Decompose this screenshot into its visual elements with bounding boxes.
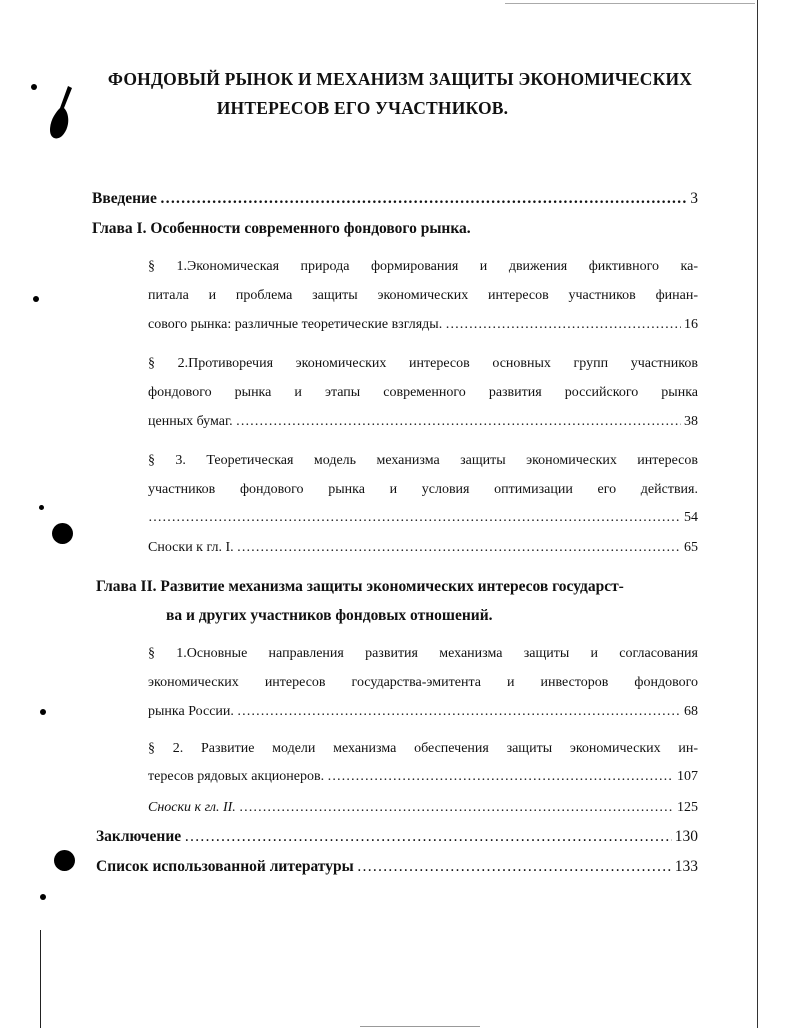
scan-edge-left — [40, 930, 41, 1028]
toc-section-1-3-line-2: участников фондового рынка и условия оптимизации его действия. — [148, 482, 698, 497]
toc-entry-intro — [92, 190, 698, 208]
scan-edge-right — [757, 0, 758, 1028]
scan-edge-bottom — [360, 1026, 480, 1027]
ink-dot — [31, 84, 37, 90]
toc-section-1-3-line-1: § 3. Теоретическая модель механизма защиты экономических интересов — [148, 453, 698, 468]
ink-blot — [48, 84, 74, 142]
punch-hole — [52, 523, 73, 544]
toc-page-number: 130 — [674, 828, 698, 845]
toc-section-1-1-line-2: питала и проблема защиты экономических интересов участников финан- — [148, 288, 698, 303]
toc-page-number: 54 — [684, 510, 698, 525]
toc-section-2-1-line-1: § 1.Основные направления развития механизма защиты и согласования — [148, 646, 698, 661]
ink-dot — [39, 505, 44, 510]
toc-section-1-2-line-1: § 2.Противоречия экономических интересов основных групп участников — [148, 356, 698, 371]
ink-dot — [33, 296, 39, 302]
toc-page-number: 65 — [684, 540, 698, 555]
toc-entry-notes-1: Сноски к гл. I. …………………………………………………………………………………………………………………………………… 65 — [148, 540, 698, 556]
toc-section-1-2-line-3: ценных бумаг. …………………………………………………………………………………………………………………………………… 38 — [148, 414, 698, 430]
toc-section-1-1-line-1: § 1.Экономическая природа формирования и движения фиктивного ка- — [148, 259, 698, 274]
toc-section-1-2-line-2: фондового рынка и этапы современного развития российского рынка — [148, 385, 698, 400]
toc-section-2-1-line-3: рынка России. …………………………………………………………………………………………………………………………………… 68 — [148, 704, 698, 720]
toc-section-2-1-line-2: экономических интересов государства-эмитента и инвесторов фондового — [148, 675, 698, 690]
toc-page-number: 16 — [684, 317, 698, 332]
document-title-line-1: ФОНДОВЫЙ РЫНОК И МЕХАНИЗМ ЗАЩИТЫ ЭКОНОМИЧЕСКИХ — [107, 69, 693, 89]
scan-edge-top — [505, 3, 755, 4]
toc-page-number: 38 — [684, 414, 698, 429]
toc-page-number: 107 — [677, 769, 698, 784]
toc-section-1-1-line-3: сового рынка: различные теоретические взгляды. …………………………………………………………………………………………………………………………………… 16 — [148, 317, 698, 333]
document-title-line-2: ИНТЕРЕСОВ ЕГО УЧАСТНИКОВ. — [216, 98, 509, 118]
toc-chapter-2-line-2: ва и других участников фондовых отношений. — [166, 607, 493, 624]
toc-chapter-1: Глава I. Особенности современного фондового рынка. — [92, 220, 471, 237]
toc-chapter-2-line-1: Глава II. Развитие механизма защиты экономических интересов государст- — [96, 578, 624, 595]
toc-section-2-2-line-2: тересов рядовых акционеров. …………………………………………………………………………………………………………………………………… 107 — [148, 769, 698, 785]
toc-entry-bibliography: Список использованной литературы …………………………………………………………………………………………………………………………………… 133 — [96, 858, 698, 876]
toc-entry-conclusion: Заключение …………………………………………………………………………………………………………………………………… 130 — [96, 828, 698, 846]
toc-section-1-3-line-3 — [148, 510, 698, 526]
ink-dot — [40, 709, 46, 715]
toc-page-number: 68 — [684, 704, 698, 719]
toc-entry-notes-2: Сноски к гл. II. …………………………………………………………………………………………………………………………………… 125 — [148, 800, 698, 816]
toc-section-2-2-line-1: § 2. Развитие модели механизма обеспечения защиты экономических ин- — [148, 741, 698, 756]
ink-dot — [40, 894, 46, 900]
toc-page-number: 125 — [677, 800, 698, 815]
punch-hole — [54, 850, 75, 871]
toc-page-number: 3 — [690, 190, 698, 207]
toc-label: Введение — [92, 190, 157, 207]
toc-page-number: 133 — [674, 858, 698, 875]
